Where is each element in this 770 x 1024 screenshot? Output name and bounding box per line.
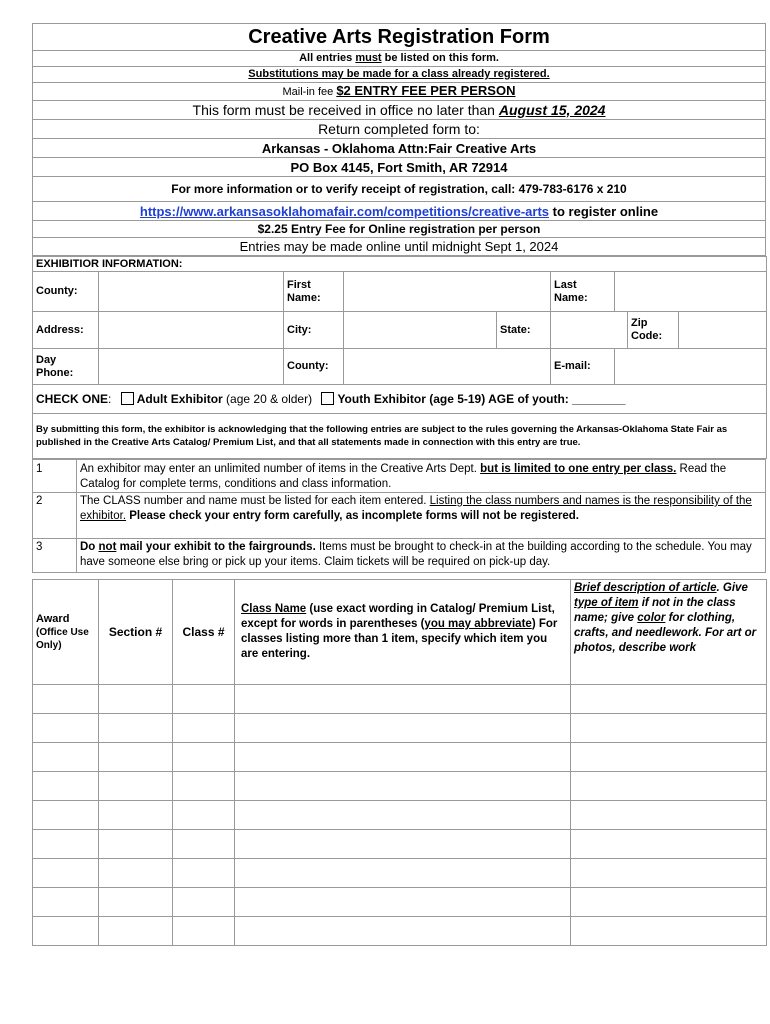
section-cell[interactable] — [99, 801, 173, 830]
entry-row — [33, 801, 767, 830]
first-name-field[interactable] — [344, 272, 551, 312]
state-label: State: — [497, 312, 551, 349]
award-cell — [33, 801, 99, 830]
class-cell[interactable] — [173, 888, 235, 917]
class-name-cell[interactable] — [235, 772, 571, 801]
desc-e: color — [637, 612, 666, 624]
city-field[interactable] — [344, 312, 497, 349]
registration-form — [32, 23, 766, 946]
class-name-b: you may abbreviate — [424, 618, 532, 630]
section-header: Section # — [99, 580, 173, 685]
class-cell[interactable] — [173, 772, 235, 801]
county2-label: County: — [284, 349, 344, 385]
class-cell[interactable] — [173, 801, 235, 830]
rule-3-d: Items must be brought to check-in at the building according to the schedule. You may have someone else bring or pick up your items. Claim tickets will be required on pick-up day. — [80, 541, 752, 568]
day-phone-field[interactable] — [99, 349, 284, 385]
class-name-cell[interactable] — [235, 743, 571, 772]
class-name-cell[interactable] — [235, 801, 571, 830]
desc-d: if not in the class name; give — [574, 597, 736, 624]
description-header — [571, 580, 767, 685]
desc-f: for clothing, crafts, and needlework. For art or photos, describe work — [574, 612, 757, 654]
online-register — [33, 202, 766, 221]
award-cell — [33, 859, 99, 888]
award-note: (Office Use Only) — [36, 626, 89, 651]
check-one-colon: : — [108, 392, 112, 406]
county-field[interactable] — [99, 272, 284, 312]
form-title: Creative Arts Registration Form — [33, 24, 766, 51]
section-cell[interactable] — [99, 859, 173, 888]
entries-note — [33, 51, 766, 67]
mailing-address-1: Arkansas - Oklahoma Attn:Fair Creative Arts — [33, 139, 766, 158]
zip-label: Zip Code: — [628, 312, 679, 348]
desc-c: type of item — [574, 597, 639, 609]
address-field[interactable] — [99, 312, 284, 349]
rule-3-c: mail your exhibit to the fairgrounds. — [116, 541, 316, 553]
zip-field[interactable] — [679, 312, 766, 348]
email-field[interactable] — [615, 349, 767, 385]
section-cell[interactable] — [99, 917, 173, 946]
entry-row — [33, 859, 767, 888]
entry-row — [33, 830, 767, 859]
rule-1-b: but is limited to one entry per class. — [480, 463, 677, 475]
check-one-label: CHECK ONE — [36, 392, 109, 406]
entries-note-post: be listed on this form. — [381, 52, 499, 64]
class-name-cell[interactable] — [235, 714, 571, 743]
section-cell[interactable] — [99, 685, 173, 714]
rule-1-a: An exhibitor may enter an unlimited number of items in the Creative Arts Dept. — [80, 463, 481, 475]
class-name-c: ) For classes listing more than 1 item, specify which item you are entering. — [241, 618, 558, 660]
description-cell[interactable] — [571, 743, 767, 772]
rule-3-text — [77, 539, 766, 573]
award-cell — [33, 685, 99, 714]
city-label: City: — [284, 312, 344, 349]
class-name-a: (use exact wording in Catalog/ Premium List, except for words in parentheses ( — [241, 603, 555, 630]
rule-2-b: Listing the class numbers and names is the responsibility of the exhibitor. — [80, 495, 752, 522]
description-cell[interactable] — [571, 917, 767, 946]
rule-1-text — [77, 460, 766, 493]
class-cell[interactable] — [173, 743, 235, 772]
substitution-note: Substitutions may be made for a class already registered. — [33, 67, 766, 83]
deadline-pre: This form must be received in office no later than — [192, 101, 499, 118]
description-cell[interactable] — [571, 801, 767, 830]
youth-checkbox[interactable] — [321, 392, 334, 405]
adult-age: (age 20 & older) — [222, 392, 313, 406]
entries-note-must: must — [355, 52, 382, 64]
entry-row — [33, 888, 767, 917]
description-cell[interactable] — [571, 685, 767, 714]
class-name-cell[interactable] — [235, 830, 571, 859]
email-label: E-mail: — [551, 349, 615, 385]
mailin-label: Mail-in fee — [282, 86, 337, 98]
agreement-text: By submitting this form, the exhibitor is acknowledging that the following entries are subject to the rules governing the Arkansas-Oklahoma State Fair as published in the Creative Arts Catalog/ Premium List, and that all statements made in connection with this entry are true. — [33, 414, 767, 459]
section-cell[interactable] — [99, 830, 173, 859]
register-link[interactable]: https://www.arkansasoklahomafair.com/competitions/creative-arts — [139, 203, 550, 219]
entry-row — [33, 685, 767, 714]
class-name-cell[interactable] — [235, 685, 571, 714]
last-name-label: Last Name: — [551, 272, 615, 312]
desc-b: . Give — [716, 582, 748, 594]
rule-1-c: Read the Catalog for complete terms, conditions and class information. — [80, 463, 727, 490]
register-link-post: to register online — [549, 203, 659, 219]
entries-table — [32, 579, 767, 946]
rule-3-a: Do — [80, 541, 99, 553]
rules-table — [32, 459, 766, 573]
section-cell[interactable] — [99, 888, 173, 917]
exhibitor-section-title: EXHIBITIOR INFORMATION: — [33, 257, 767, 272]
description-cell[interactable] — [571, 714, 767, 743]
description-cell[interactable] — [571, 888, 767, 917]
rule-3-b: not — [98, 541, 117, 553]
deadline — [33, 101, 766, 120]
award-cell — [33, 830, 99, 859]
description-cell[interactable] — [571, 830, 767, 859]
desc-a: Brief description of article — [574, 582, 717, 594]
class-cell[interactable] — [173, 685, 235, 714]
state-field[interactable] — [551, 312, 628, 348]
award-label: Award — [36, 612, 70, 625]
award-header — [33, 580, 99, 685]
class-cell[interactable] — [173, 859, 235, 888]
class-name-cell[interactable] — [235, 859, 571, 888]
mailin-fee — [33, 83, 766, 101]
class-cell[interactable] — [173, 830, 235, 859]
class-name-header — [235, 580, 571, 685]
award-cell — [33, 743, 99, 772]
rule-2-a: The CLASS number and name must be listed for each item entered. — [80, 495, 430, 507]
deadline-date: August 15, 2024 — [498, 101, 606, 118]
first-name-label: First Name: — [284, 272, 344, 312]
online-fee: $2.25 Entry Fee for Online registration per person — [33, 221, 766, 238]
class-name-cell[interactable] — [235, 888, 571, 917]
award-cell — [33, 714, 99, 743]
entry-row — [33, 714, 767, 743]
state-zip-field[interactable] — [551, 312, 767, 349]
county-label: County: — [33, 272, 99, 312]
address-label: Address: — [33, 312, 99, 349]
check-one-row — [33, 385, 767, 414]
entry-row — [33, 917, 767, 946]
class-cell[interactable] — [173, 714, 235, 743]
section-cell[interactable] — [99, 743, 173, 772]
county2-field[interactable] — [344, 349, 551, 385]
online-deadline: Entries may be made online until midnight Sept 1, 2024 — [33, 238, 766, 256]
award-cell — [33, 917, 99, 946]
mailing-address-2: PO Box 4145, Fort Smith, AR 72914 — [33, 158, 766, 177]
last-name-field[interactable] — [615, 272, 767, 312]
info-line: For more information or to verify receipt of registration, call: 479-783-6176 x 210 — [33, 177, 766, 202]
class-header: Class # — [173, 580, 235, 685]
header-table — [32, 23, 766, 256]
adult-checkbox[interactable] — [121, 392, 134, 405]
entry-row — [33, 743, 767, 772]
class-cell[interactable] — [173, 917, 235, 946]
rule-2-text — [77, 493, 766, 539]
adult-label: Adult Exhibitor — [136, 392, 223, 406]
rule-2-number: 2 — [33, 493, 77, 539]
rule-3-number: 3 — [33, 539, 77, 573]
return-label: Return completed form to: — [33, 120, 766, 139]
section-cell[interactable] — [99, 772, 173, 801]
exhibitor-table — [32, 256, 767, 459]
mailin-fee-amount: $2 ENTRY FEE PER PERSON — [336, 83, 516, 98]
entry-row — [33, 772, 767, 801]
rule-2-c: Please check your entry form carefully, as incomplete forms will not be registered. — [126, 510, 579, 522]
class-name-label: Class Name — [241, 603, 307, 615]
youth-label: Youth Exhibitor (age 5-19) AGE of youth: ________ — [337, 392, 626, 406]
description-cell[interactable] — [571, 772, 767, 801]
rule-1-number: 1 — [33, 460, 77, 493]
section-cell[interactable] — [99, 714, 173, 743]
award-cell — [33, 888, 99, 917]
entries-note-pre: All entries — [299, 52, 356, 64]
day-phone-label: Day Phone: — [33, 349, 99, 385]
class-name-cell[interactable] — [235, 917, 571, 946]
award-cell — [33, 772, 99, 801]
description-cell[interactable] — [571, 859, 767, 888]
